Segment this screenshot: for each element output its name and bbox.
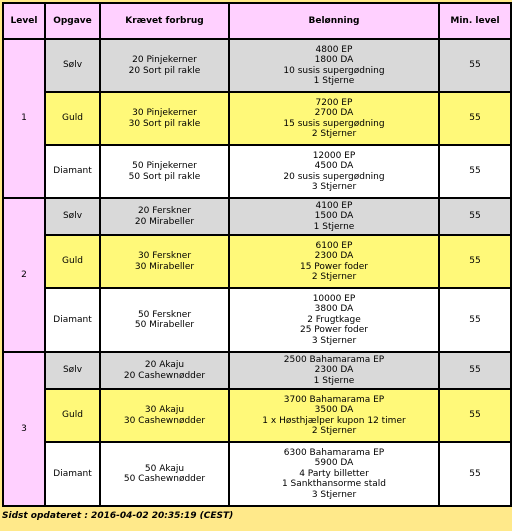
reward-line: 3700 Bahamarama EP xyxy=(283,394,385,405)
reward-line: 3800 DA xyxy=(314,304,354,315)
required-cell xyxy=(100,389,229,442)
required-cell xyxy=(100,352,229,389)
required-line: 30 Akaju xyxy=(144,405,185,415)
required-line: 50 Ferskner xyxy=(137,309,192,320)
quest-table-container xyxy=(2,2,510,507)
min-level-cell: 55 xyxy=(439,442,511,506)
reward-cell xyxy=(229,198,439,235)
reward-line: 3500 DA xyxy=(314,405,354,415)
required-line: 50 Mirabeller xyxy=(134,320,195,330)
level-cell: 1 xyxy=(3,39,45,198)
reward-line: 4 Party billetter xyxy=(299,468,369,479)
reward-line: 3 Stjerner xyxy=(311,489,357,500)
reward-cell xyxy=(229,442,439,506)
min-level-cell: 55 xyxy=(439,288,511,352)
required-line: 20 Sort pil rakle xyxy=(128,65,201,76)
required-line: 50 Pinjekerner xyxy=(132,161,197,171)
reward-line: 2300 DA xyxy=(314,365,354,376)
reward-line: 2 Stjerner xyxy=(311,129,357,139)
level-cell: 2 xyxy=(3,198,45,352)
header-task: Opgave xyxy=(45,3,100,39)
task-cell: Guld xyxy=(45,389,100,442)
required-cell xyxy=(100,235,229,288)
required-line: 30 Sort pil rakle xyxy=(128,118,201,129)
reward-cell xyxy=(229,352,439,389)
reward-line: 5900 DA xyxy=(314,458,354,469)
min-level-cell: 55 xyxy=(439,198,511,235)
task-cell: Diamant xyxy=(45,145,100,198)
required-line: 20 Pinjekerner xyxy=(132,55,197,65)
reward-line: 2 Stjerner xyxy=(311,426,357,436)
header-level: Level xyxy=(3,3,45,39)
reward-line: 2700 DA xyxy=(314,108,354,118)
reward-cell xyxy=(229,235,439,288)
reward-cell xyxy=(229,389,439,442)
table-row xyxy=(3,389,511,442)
reward-line: 3 Stjerner xyxy=(311,182,357,192)
reward-line: 4500 DA xyxy=(314,161,354,171)
min-level-cell: 55 xyxy=(439,145,511,198)
reward-line: 10000 EP xyxy=(312,293,356,304)
reward-cell xyxy=(229,92,439,145)
required-line: 30 Mirabeller xyxy=(134,261,195,272)
reward-line: 15 susis supergødning xyxy=(283,118,385,129)
required-cell xyxy=(100,198,229,235)
min-level-cell: 55 xyxy=(439,352,511,389)
reward-line: 1 Sankthansorme stald xyxy=(281,479,387,490)
reward-cell xyxy=(229,288,439,352)
table-body xyxy=(3,39,511,506)
task-cell: Diamant xyxy=(45,288,100,352)
required-cell xyxy=(100,288,229,352)
reward-line: 7200 EP xyxy=(315,97,353,108)
required-line: 30 Ferskner xyxy=(137,251,192,261)
reward-cell xyxy=(229,39,439,92)
reward-line: 2300 DA xyxy=(314,251,354,261)
reward-line: 6300 Bahamarama EP xyxy=(283,447,385,458)
reward-line: 1 Stjerne xyxy=(313,375,355,386)
reward-line: 15 Power foder xyxy=(299,261,368,272)
reward-line: 1 x Høsthjælper kupon 12 timer xyxy=(262,415,406,426)
header-required: Krævet forbrug xyxy=(100,3,229,39)
header-reward: Belønning xyxy=(229,3,439,39)
table-row xyxy=(3,145,511,198)
reward-line: 25 Power foder xyxy=(299,325,368,336)
level-cell: 3 xyxy=(3,352,45,506)
min-level-cell: 55 xyxy=(439,39,511,92)
reward-line: 12000 EP xyxy=(312,150,356,161)
required-cell xyxy=(100,92,229,145)
task-cell: Guld xyxy=(45,92,100,145)
min-level-cell: 55 xyxy=(439,389,511,442)
required-line: 20 Akaju xyxy=(144,360,185,370)
reward-cell xyxy=(229,145,439,198)
required-line: 50 Akaju xyxy=(144,463,185,474)
quest-table xyxy=(2,2,512,507)
reward-line: 2 Frugtkage xyxy=(307,314,361,325)
min-level-cell: 55 xyxy=(439,92,511,145)
reward-line: 2 Stjerner xyxy=(311,272,357,282)
required-line: 30 Pinjekerner xyxy=(132,108,197,118)
reward-line: 4100 EP xyxy=(315,200,353,211)
reward-line: 4800 EP xyxy=(315,44,353,55)
required-cell xyxy=(100,145,229,198)
min-level-cell: 55 xyxy=(439,235,511,288)
required-line: 50 Cashewnødder xyxy=(123,474,206,484)
required-cell xyxy=(100,39,229,92)
task-cell: Diamant xyxy=(45,442,100,506)
reward-line: 3 Stjerner xyxy=(311,335,357,346)
reward-line: 2500 Bahamarama EP xyxy=(283,354,385,365)
table-row xyxy=(3,235,511,288)
required-line: 20 Mirabeller xyxy=(134,216,195,227)
table-row xyxy=(3,92,511,145)
task-cell: Sølv xyxy=(45,39,100,92)
reward-line: 10 susis supergødning xyxy=(283,65,385,76)
required-line: 50 Sort pil rakle xyxy=(128,171,201,182)
required-line: 20 Ferskner xyxy=(137,206,192,216)
required-line: 20 Cashewnødder xyxy=(123,370,206,381)
table-header-row xyxy=(3,3,511,39)
table-row xyxy=(3,442,511,506)
reward-line: 1500 DA xyxy=(314,211,354,222)
last-updated: Sidst opdateret : 2016-04-02 20:35:19 (CEST) xyxy=(2,511,234,521)
task-cell: Guld xyxy=(45,235,100,288)
table-row xyxy=(3,198,511,235)
required-line: 30 Cashewnødder xyxy=(123,415,206,426)
reward-line: 1 Stjerne xyxy=(313,221,355,232)
reward-line: 1 Stjerne xyxy=(313,76,355,86)
reward-line: 6100 EP xyxy=(315,240,353,251)
table-row xyxy=(3,39,511,92)
table-row xyxy=(3,288,511,352)
task-cell: Sølv xyxy=(45,198,100,235)
required-cell xyxy=(100,442,229,506)
reward-line: 20 susis supergødning xyxy=(283,171,385,182)
task-cell: Sølv xyxy=(45,352,100,389)
table-row xyxy=(3,352,511,389)
header-min-level: Min. level xyxy=(439,3,511,39)
reward-line: 1800 DA xyxy=(314,55,354,65)
